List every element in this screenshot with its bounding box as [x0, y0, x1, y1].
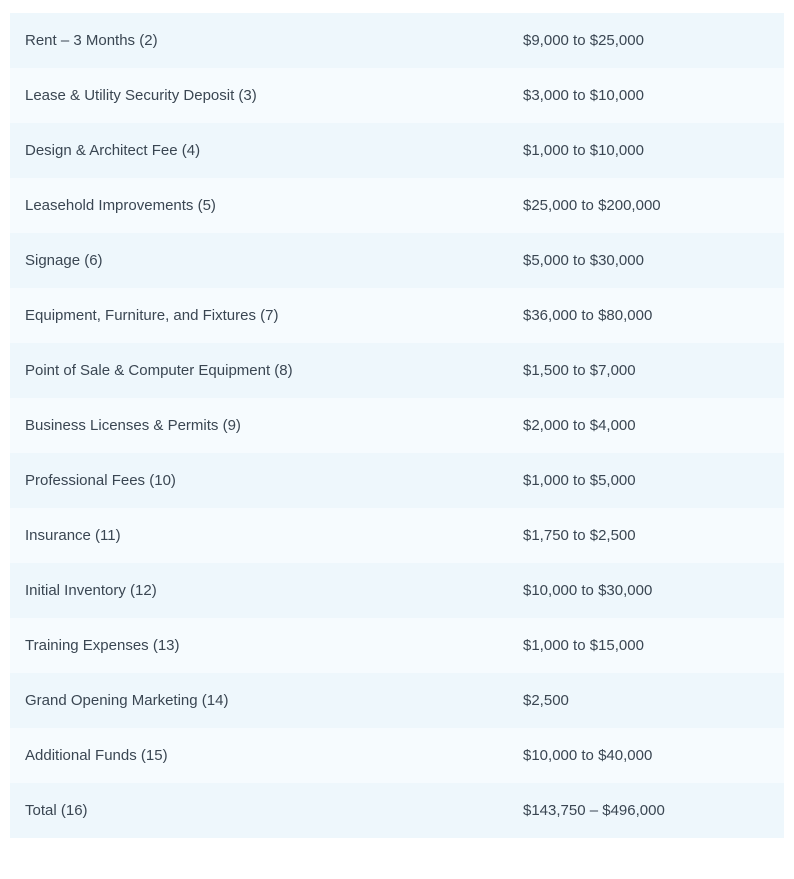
table-row — [10, 563, 784, 618]
row-cost-value: $10,000 to $40,000 — [523, 747, 653, 764]
row-cost-value: $2,500 — [523, 692, 569, 709]
row-item-label: Initial Inventory (12) — [25, 582, 157, 599]
table-row — [10, 13, 784, 68]
row-item-label: Lease & Utility Security Deposit (3) — [25, 87, 257, 104]
row-cost-value: $10,000 to $30,000 — [523, 582, 653, 599]
row-cost-value: $1,500 to $7,000 — [523, 362, 636, 379]
row-item-label: Signage (6) — [25, 252, 103, 269]
row-item-label: Point of Sale & Computer Equipment (8) — [25, 362, 293, 379]
table-row — [10, 508, 784, 563]
row-cost-value: $1,000 to $15,000 — [523, 637, 644, 654]
row-cost-value: $1,750 to $2,500 — [523, 527, 636, 544]
row-cost-value: $9,000 to $25,000 — [523, 32, 644, 49]
total-row — [10, 783, 784, 838]
row-item-label: Equipment, Furniture, and Fixtures (7) — [25, 307, 279, 324]
row-cost-value: $36,000 to $80,000 — [523, 307, 653, 324]
row-item-label: Total (16) — [25, 802, 88, 819]
row-item-label: Business Licenses & Permits (9) — [25, 417, 241, 434]
row-cost-value: $1,000 to $5,000 — [523, 472, 636, 489]
row-item-label: Insurance (11) — [25, 527, 121, 544]
row-item-label: Additional Funds (15) — [25, 747, 168, 764]
row-item-label: Leasehold Improvements (5) — [25, 197, 216, 214]
row-cost-value: $1,000 to $10,000 — [523, 142, 644, 159]
row-cost-value: $143,750 – $496,000 — [523, 802, 665, 819]
table-row — [10, 178, 784, 233]
table-row — [10, 233, 784, 288]
row-cost-value: $25,000 to $200,000 — [523, 197, 661, 214]
row-item-label: Rent – 3 Months (2) — [25, 32, 158, 49]
table-row — [10, 728, 784, 783]
row-cost-value: $3,000 to $10,000 — [523, 87, 644, 104]
row-item-label: Training Expenses (13) — [25, 637, 180, 654]
investment-table — [10, 13, 784, 838]
row-item-label: Design & Architect Fee (4) — [25, 142, 201, 159]
table-row — [10, 673, 784, 728]
table-row — [10, 398, 784, 453]
row-cost-value: $2,000 to $4,000 — [523, 417, 636, 434]
table-row — [10, 288, 784, 343]
row-cost-value: $5,000 to $30,000 — [523, 252, 644, 269]
table-row — [10, 68, 784, 123]
row-item-label: Professional Fees (10) — [25, 472, 176, 489]
row-item-label: Grand Opening Marketing (14) — [25, 692, 229, 709]
table-row — [10, 343, 784, 398]
table-row — [10, 618, 784, 673]
table-row — [10, 453, 784, 508]
table-row — [10, 123, 784, 178]
